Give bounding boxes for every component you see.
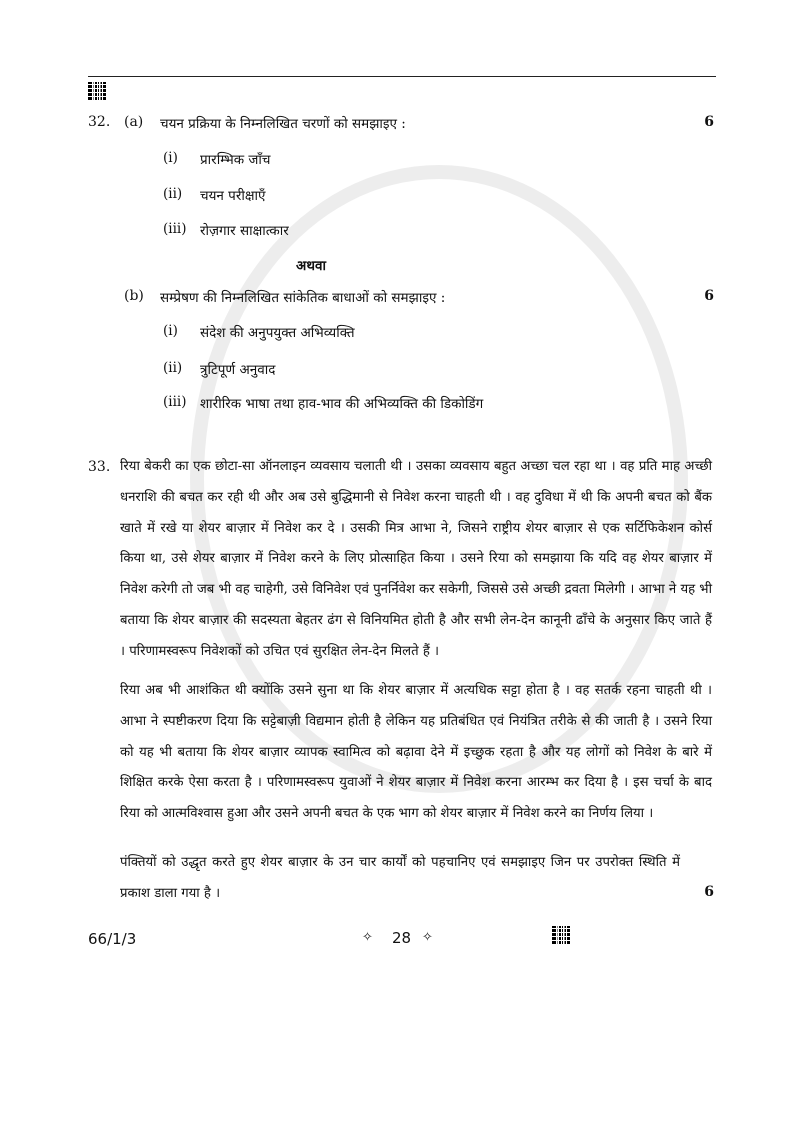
paper-code: 66/1/3 bbox=[88, 930, 137, 948]
or-divider: अथवा bbox=[296, 258, 326, 274]
list-item-num: (i) bbox=[163, 323, 178, 339]
list-item-num: (i) bbox=[163, 150, 178, 166]
question-number: 33. bbox=[88, 459, 111, 475]
list-item-num: (ii) bbox=[163, 360, 183, 376]
list-item-num: (iii) bbox=[163, 394, 187, 410]
marks-32b: 6 bbox=[704, 288, 714, 304]
marks-32a: 6 bbox=[704, 114, 714, 130]
list-item-num: (iii) bbox=[163, 221, 187, 237]
page-number: 28 bbox=[392, 929, 412, 947]
list-item: त्रुटिपूर्ण अनुवाद bbox=[200, 362, 276, 378]
list-item: प्रारम्भिक जाँच bbox=[200, 152, 271, 168]
part-b-label: (b) bbox=[124, 288, 144, 304]
header-rule bbox=[88, 76, 716, 77]
marks-33: 6 bbox=[704, 884, 714, 900]
list-item: संदेश की अनुपयुक्त अभिव्यक्ति bbox=[200, 325, 355, 341]
qr-code-icon bbox=[88, 82, 106, 100]
case-paragraph-2: रिया अब भी आशंकित थी क्योंकि उसने सुना था कि शेयर बाज़ार में अत्यधिक सट्टा होता है । वह सतर्क रहना चाहती थी । आभा ने स्पष्टीकरण दिया कि सट्टेबाज़ी विद्यमान होती है लेकिन यह प्रतिबंधित एवं नियंत्रित तरीके से की जाती है । उसने रिया को यह भी बताया कि शेयर बाज़ार व्यापक स्वामित्व को बढ़ावा देने में इच्छुक रहता है और यह लोगों को निवेश के बारे में शिक्षित करके ऐसा करता है । परिणामस्वरूप युवाओं ने शेयर बाज़ार में निवेश करना आरम्भ कर दिया है । इस चर्चा के बाद रिया को आत्मविश्वास हुआ और उसने अपनी बचत के एक भाग को शेयर बाज़ार में निवेश करने का निर्णय लिया । bbox=[120, 683, 712, 822]
part-b-text: सम्प्रेषण की निम्नलिखित सांकेतिक बाधाओं को समझाइए : bbox=[160, 290, 446, 306]
list-item: चयन परीक्षाएँ bbox=[200, 188, 266, 204]
list-item-num: (ii) bbox=[163, 186, 183, 202]
list-item: शारीरिक भाषा तथा हाव-भाव की अभिव्यक्ति की डिकोडिंग bbox=[200, 396, 484, 412]
part-a-label: (a) bbox=[124, 114, 144, 130]
part-a-text: चयन प्रक्रिया के निम्नलिखित चरणों को समझाइए : bbox=[160, 116, 406, 132]
ornament-left-icon: ✧ bbox=[362, 930, 373, 945]
ornament-right-icon: ✧ bbox=[422, 930, 433, 945]
list-item: रोज़गार साक्षात्कार bbox=[200, 223, 289, 239]
question-prompt: पंक्तियों को उद्धृत करते हुए शेयर बाज़ार के उन चार कार्यों को पहचानिए एवं समझाइए जिन पर उपरोक्त स्थिति में प्रकाश डाला गया है । bbox=[120, 855, 680, 901]
qr-code-icon bbox=[552, 926, 570, 944]
case-paragraph-1: रिया बेकरी का एक छोटा-सा ऑनलाइन व्यवसाय चलाती थी । उसका व्यवसाय बहुत अच्छा चल रहा था । वह प्रति माह अच्छी धनराशि की बचत कर रही थी और अब उसे बुद्धिमानी से निवेश करना चाहती थी । वह दुविधा में थी कि अपनी बचत को बैंक खाते में रखे या शेयर बाज़ार में निवेश कर दे । उसकी मित्र आभा ने, जिसने राष्ट्रीय शेयर बाज़ार से एक सर्टिफिकेशन कोर्स किया था, उसे शेयर बाज़ार में निवेश करने के लिए प्रोत्साहित किया । उसने रिया को समझाया कि यदि वह शेयर बाज़ार में निवेश करेगी तो जब भी वह चाहेगी, उसे विनिवेश एवं पुनर्निवेश कर सकेगी, जिससे उसे अच्छी द्रवता मिलेगी । आभा ने यह भी बताया कि शेयर बाज़ार की सदस्यता बेहतर ढंग से विनियमित होती है और सभी लेन-देन कानूनी ढाँचे के अनुसार किए जाते हैं । परिणामस्वरूप निवेशकों को उचित एवं सुरक्षित लेन-देन मिलते हैं । bbox=[120, 459, 712, 659]
question-number: 32. bbox=[88, 114, 111, 130]
